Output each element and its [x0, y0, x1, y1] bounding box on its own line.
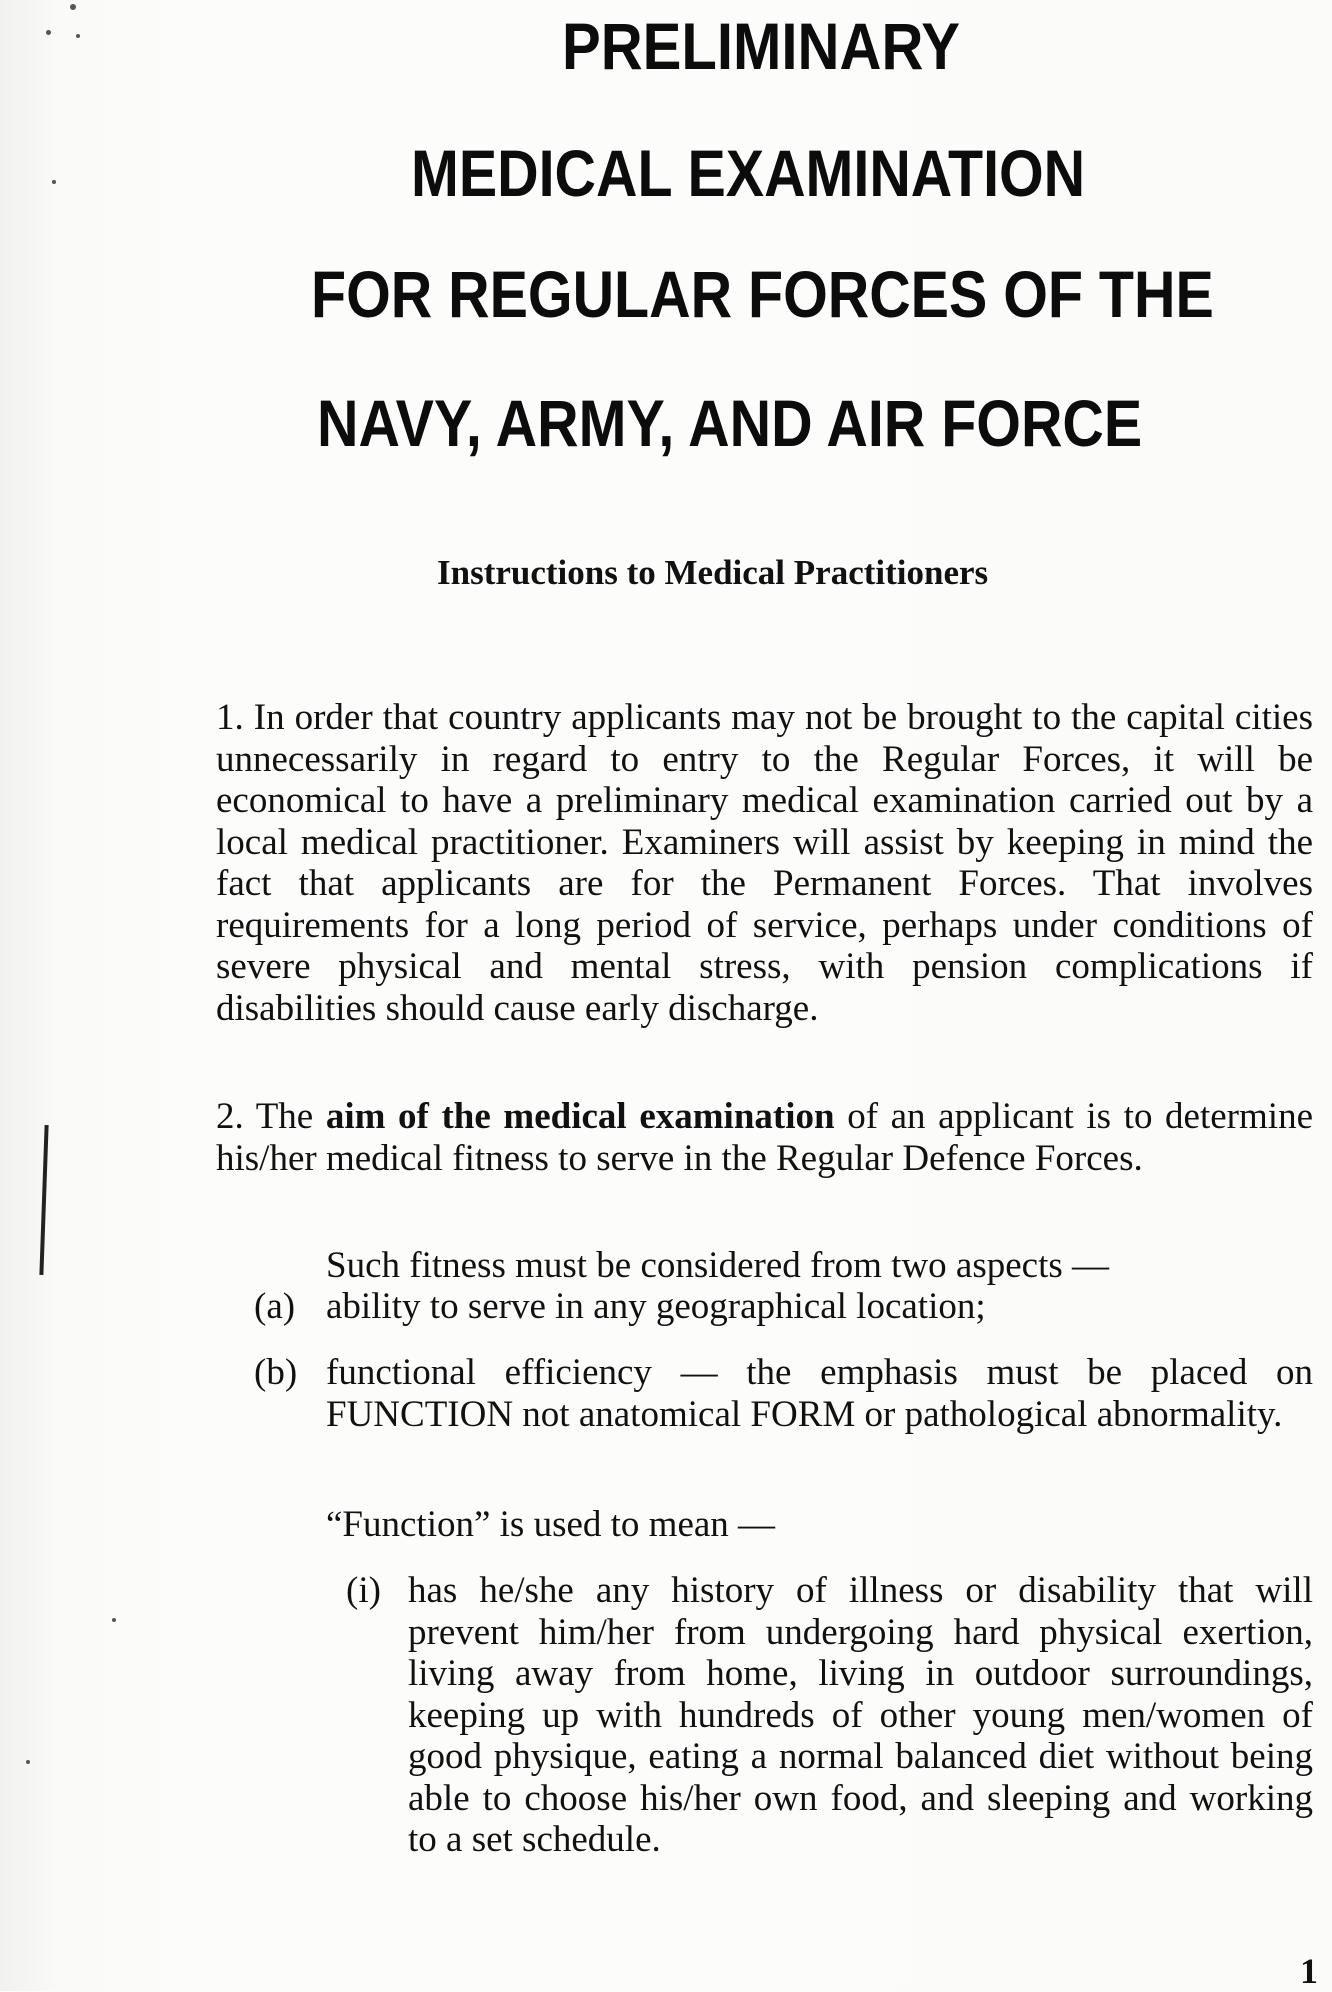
aspect-marker: (b): [254, 1352, 298, 1393]
ink-speck: [112, 1618, 116, 1622]
ink-speck: [52, 180, 56, 184]
page-number: 1: [1300, 1951, 1318, 1991]
function-marker: (i): [346, 1570, 381, 1611]
paragraph-1: 1. In order that country applicants may not be brought to the capital cities unnecessarily in regard to entry to the Regular Forces, it will be economical to have a preliminary medical examination carried out by a local medical practitioner. Examiners will assist by keeping in mind the fact that applicants are for the Permanent Forces. That involves requirements for a long period of service, perhaps under conditions of severe physical and mental stress, with pension complications if disabilities should cause early discharge.: [216, 697, 1313, 1029]
ink-speck: [76, 34, 80, 38]
heading-line-2: MEDICAL EXAMINATION: [411, 136, 1086, 210]
aspect-text: ability to serve in any geographical location;: [326, 1286, 986, 1327]
aspects-intro: Such fitness must be considered from two aspects —: [326, 1245, 1110, 1286]
margin-pen-mark: [39, 1125, 48, 1275]
paragraph-2-emphasis: aim of the medical examination: [325, 1096, 835, 1137]
paragraph-2-prefix: 2. The: [216, 1096, 326, 1137]
subtitle: Instructions to Medical Practitioners: [437, 553, 989, 592]
ink-speck: [70, 4, 76, 10]
heading-line-4: NAVY, ARMY, AND AIR FORCE: [317, 386, 1143, 460]
ink-speck: [46, 30, 51, 35]
function-text: has he/she any history of illness or disability that will prevent him/her from undergoing hard physical exertion, living away from home, living in outdoor surroundings, keeping up with hundreds of other young men/women of good physique, eating a normal balanced diet without being able to choose his/her own food, and sleeping and working to a set schedule.: [408, 1570, 1313, 1860]
aspect-text: functional efficiency — the emphasis must be placed on FUNCTION not anatomical FORM or pathological abnormality.: [326, 1352, 1313, 1435]
paragraph-2-suffix: of an applicant is to determine his/her medical fitness to serve in the Regular Defence Forces.: [216, 1096, 1313, 1179]
function-intro: “Function” is used to mean —: [326, 1504, 776, 1545]
heading-line-1: PRELIMINARY: [562, 9, 960, 83]
paragraph-2: [216, 1096, 1313, 1179]
heading-line-3: FOR REGULAR FORCES OF THE: [311, 257, 1214, 331]
aspect-marker: (a): [254, 1286, 296, 1327]
ink-speck: [26, 1760, 30, 1764]
